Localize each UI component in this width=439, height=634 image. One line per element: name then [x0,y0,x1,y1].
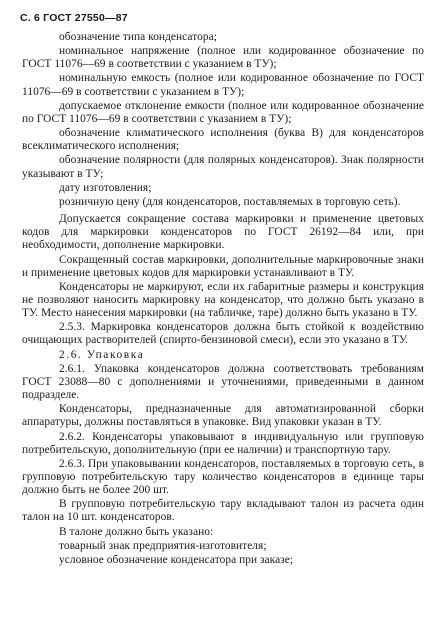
paragraph-order-designation: условное обозначение конденсатора при заказе; [59,553,294,566]
paragraph-type-designation: обозначение типа конденсатора; [59,31,217,43]
paragraph-manufacture-date: дату изготовления; [59,181,152,194]
paragraph-capacitance-tolerance: допускаемое отклонение емкости (полное или кодированное обозначение по ГОСТ 11076—69 в соответствии с указанием в ТУ); [22,99,424,125]
paragraph-coupon-contents: В талоне должно быть указано: [59,525,214,538]
section-heading-packaging: 2.6. Упаковка [59,348,145,361]
paragraph-2-6-2: 2.6.2. Конденсаторы упаковывают в индивидуальную или групповую потребительскую, дополнительную (при ее наличии) и транспортную тару. [22,430,424,456]
paragraph-2-5-3: 2.5.3. Маркировка конденсаторов должна быть стойкой к воздействию очищающих растворителей (спирто-бензиновой смеси), если это указано в ТУ. [22,321,424,347]
paragraph-rated-voltage: номинальное напряжение (полное или кодированное обозначение по ГОСТ 11076—69 в соответствии с указанием в ТУ); [22,45,424,71]
paragraph-marking-reduction: Допускается сокращение состава маркировки и применение цветовых кодов для маркировки конденсаторов по ГОСТ 26192—84 или, при необходимости, дополнение маркировки. [22,213,424,252]
body-text [22,31,424,568]
paragraph-polarity: обозначение полярности (для полярных конденсаторов). Знак полярности указывают в ТУ; [22,154,424,180]
paragraph-retail-price: розничную цену (для конденсаторов, поставляемых в торговую сеть). [59,195,401,208]
page-header: С. 6 ГОСТ 27550—87 [20,12,128,24]
paragraph-reduced-marking: Сокращенный состав маркировки, дополнительные маркировочные знаки и применение цветовых кодов для маркировки устанавливают в ТУ. [22,253,424,279]
paragraph-climatic-version: обозначение климатического исполнения (буква В) для конденсаторов всеклиматического исполнения; [22,127,424,153]
paragraph-coupon: В групповую потребительскую тару вкладывают талон из расчета один талон на 10 шт. конденсаторов. [22,498,424,524]
paragraph-trademark: товарный знак предприятия-изготовителя; [59,539,267,552]
paragraph-automated-assembly: Конденсаторы, предназначенные для автоматизированной сборки аппаратуры, должны поставляться в упаковке. Вид упаковки указан в ТУ. [22,403,424,429]
paragraph-no-marking: Конденсаторы не маркируют, если их габаритные размеры и конструкция не позволяют наносить маркировку на конденсатор, что должно быть указано в ТУ. Место нанесения маркировки (на табличке, таре) должно быть указано в ТУ. [22,280,424,320]
paragraph-2-6-1: 2.6.1. Упаковка конденсаторов должна соответствовать требованиям ГОСТ 23088—80 с дополнениями и уточнениями, приведенными в данном подразделе. [22,362,424,402]
paragraph-2-6-3: 2.6.3. При упаковывании конденсаторов, поставляемых в торговую сеть, в групповую потребительскую тару количество конденсаторов в единице тары должно быть не более 200 шт. [22,457,424,497]
paragraph-rated-capacitance: номинальную емкость (полное или кодированное обозначение по ГОСТ 11076—69 в соответствии с указанием в ТУ); [22,72,424,98]
